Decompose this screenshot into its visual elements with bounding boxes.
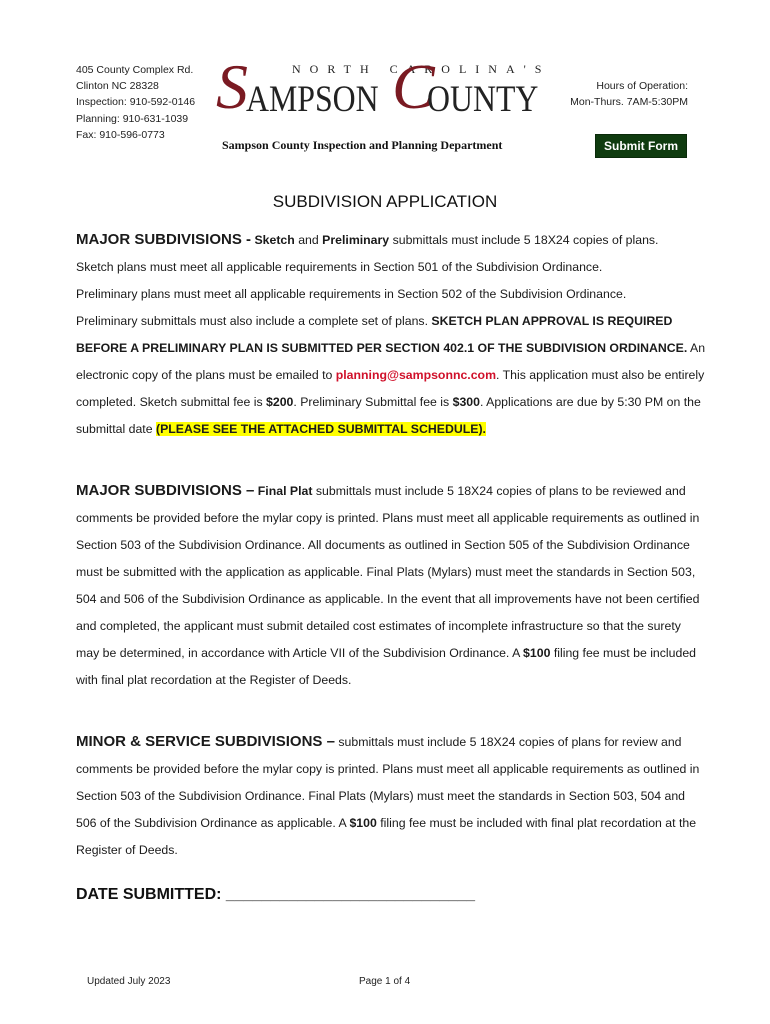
body-text: submittals must include 5 18X24 copies of plans for review and comments be provided before the mylar copy is printed. Plans must meet all applicable requirements as outlined in Section 503 of the Subdivision Ordinance. Final Plats (Mylars) must meet the standards in Section 503, 504 and 506 of the Subdivision Ordinance as applicable. A [76,735,700,830]
address-line: 405 County Complex Rd. [76,64,194,76]
section-heading: MAJOR SUBDIVISIONS - [76,231,252,248]
schedule-note: (PLEASE SEE THE ATTACHED SUBMITTAL SCHEDULE). [155,422,486,436]
connector-text: and [298,233,319,247]
body-text: submittals must include 5 18X24 copies of plans. [392,233,659,247]
preliminary-fee: $300 [452,395,480,409]
sketch-fee: $200 [266,395,294,409]
final-plat-section [76,477,706,694]
sketch-term: Sketch [254,233,295,247]
section-heading: MINOR & SERVICE SUBDIVISIONS – [76,733,335,750]
body-text: Preliminary submittals must also include a complete set of plans. [76,314,428,328]
department-name: Sampson County Inspection and Planning Department [222,138,503,152]
page-number: Page 1 of 4 [359,976,411,987]
logo-word-county: OUNTY [427,79,539,120]
hours-label: Hours of Operation: [596,80,688,92]
logo-state-text: NORTH CAROLINA'S [292,62,551,76]
body-text: . Applications are due by 5:30 PM on the submittal date [76,395,701,436]
address-block [76,62,195,143]
logo-word-sampson: AMPSON [246,79,379,120]
address-line: Fax: 910-596-0773 [76,128,165,141]
body-text: . Preliminary Submittal fee is [293,395,450,409]
body-text: submittals must include 5 18X24 copies of plans to be reviewed and comments be provided before the mylar copy is printed. Plans must meet all applicable requirements as outlined in Section 503 of the Subdivision Ordinance. All documents as outlined in Section 505 of the Subdivision Ordinance must be submitted with the application as applicable. Final Plats (Mylars) must meet the standards in Section 503, 504 and 506 of the Subdivision Ordinance as applicable. In the event that all improvements have not been certified and completed, the applicant must submit detailed cost estimates of incomplete infrastructure so that the surety may be determined, in accordance with Article VII of the Subdivision Ordinance. A [76,484,700,660]
final-plat-term: Final Plat [257,484,313,498]
major-subdivisions-section [76,226,706,443]
county-logo [214,51,551,126]
date-submitted-field[interactable]: DATE SUBMITTED: ____________________________ [76,886,476,903]
body-text: . This application must also be entirely completed. Sketch submittal fee is [76,368,705,409]
address-line: Inspection: 910-592-0146 [76,96,196,109]
hours-block [570,78,688,110]
minor-fee: $100 [349,816,377,830]
page-title: SUBDIVISION APPLICATION [272,192,498,211]
final-plat-fee: $100 [523,646,551,660]
logo-c-letter: C [392,51,435,122]
body-text: Preliminary plans must meet all applicable requirements in Section 502 of the Subdivision Ordinance. [76,287,627,301]
address-line: Planning: 910-631-1039 [76,112,189,125]
submit-form-button[interactable]: Submit Form [595,134,687,158]
preliminary-term: Preliminary [322,233,390,247]
logo-s-letter: S [216,51,248,122]
footer-updated: Updated July 2023 [87,976,171,987]
minor-subdivisions-section [76,728,706,864]
section-heading: MAJOR SUBDIVISIONS – [76,482,255,499]
body-text: Sketch plans must meet all applicable requirements in Section 501 of the Subdivision Ordinance. [76,260,603,274]
body-text: An electronic copy of the plans must be emailed to [76,341,706,382]
approval-requirement: SKETCH PLAN APPROVAL IS REQUIRED BEFORE A PRELIMINARY PLAN IS SUBMITTED PER SECTION 402.1 OF THE SUBDIVISION ORDINANCE. [76,314,688,355]
body-text: filing fee must be included with final plat recordation at the Register of Deeds. [76,816,697,857]
body-text: filing fee must be included with final plat recordation at the Register of Deeds. [76,646,697,687]
email-link[interactable]: planning@sampsonnc.com [335,368,497,382]
address-line: Clinton NC 28328 [76,80,159,93]
hours-value: Mon-Thurs. 7AM-5:30PM [570,96,688,108]
